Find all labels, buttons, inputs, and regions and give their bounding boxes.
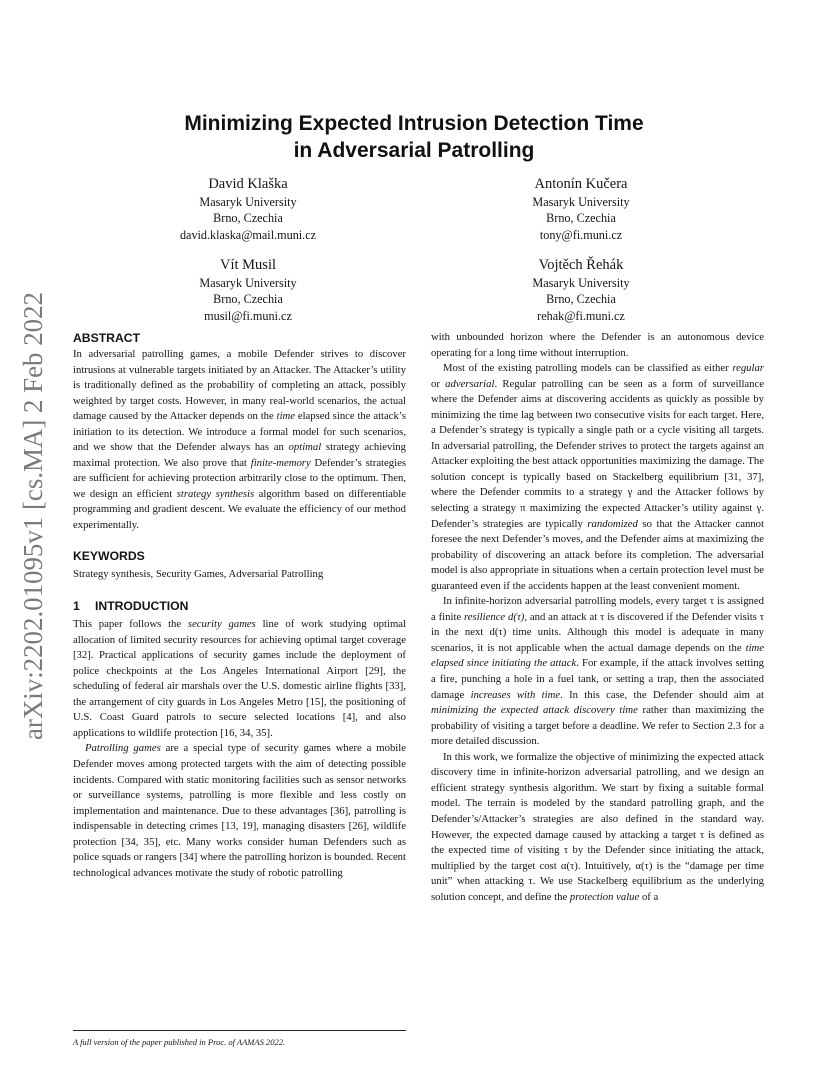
arxiv-stamp: [8, 290, 54, 740]
author-email[interactable]: tony@fi.muni.cz: [539, 227, 623, 242]
author-email[interactable]: musil@fi.muni.cz: [204, 308, 292, 323]
author-location: Brno, Czechia: [213, 211, 283, 226]
author-block: [98, 175, 398, 243]
author-block: [98, 256, 398, 324]
body-paragraph: In this work, we formalize the objective of minimizing the expected attack discovery time in infinite-horizon adversarial patrolling, and we design an efficient strategy synthesis algorithm. We start by fixing a suitable formal model. The terrain is modeled by the standard patrolling graph, and the Defender’s/Attacker’s strategies are also defined in the standard way. However, the expected damage caused by attacking a target τ is defined as the expected time of visiting τ by the Defender since initiating the attack, multiplied by the target cost α(τ). Intuitively, α(τ) is the “damage per time unit” when attacking τ. We use Stackelberg equilibrium as the underlying solution concept, and define the protection value of a: [431, 750, 764, 903]
author-location: Brno, Czechia: [546, 211, 616, 226]
paper-title-line-2: in Adversarial Patrolling: [293, 139, 535, 162]
author-name: Vít Musil: [220, 257, 276, 273]
keywords-text: Strategy synthesis, Security Games, Adversarial Patrolling: [73, 567, 324, 580]
author-name: David Klaška: [208, 176, 288, 192]
footnote-rule: [73, 1030, 406, 1031]
author-name: Antonín Kučera: [534, 176, 628, 192]
body-paragraph: Most of the existing patrolling models can be classified as either regular or adversarial. Regular patrolling can be seen as a form of surveillance where the Defender aims at discovering accidents as quickly as possible by minimizing the time lag between two consecutive visits for each target. Here, a Defender’s strategy is typically a single path or a cycle visiting all targets. In adversarial patrolling, the Defender strives to protect the targets against an Attacker exploiting the best attack opportunities maximizing the damage. The solution concept is typically based on Stackelberg equilibrium [31, 37], where the Defender commits to a strategy γ and the Attacker follows by selecting a strategy π maximizing the expected Attacker’s utility against γ. Defender’s strategies are typically randomized so that the Attacker cannot foresee the next Defender’s moves, and the Defender aims at maximizing the probability of discovering an attack before its completion. The adversarial model is also appropriate in situations when a certain protection level must be guaranteed even if the accidents happen at the least convenient moment.: [431, 362, 765, 592]
keywords-heading: KEYWORDS: [73, 548, 145, 563]
author-location: Brno, Czechia: [546, 292, 616, 307]
abstract-heading: ABSTRACT: [73, 331, 141, 345]
author-name: Vojtěch Řehák: [538, 257, 624, 273]
author-email[interactable]: rehak@fi.muni.cz: [537, 308, 625, 323]
author-affiliation: Masaryk University: [199, 276, 297, 290]
body-paragraph: In infinite-horizon adversarial patrolling models, every target τ is assigned a finite resilience d(τ), and an attack at τ is discovered if the Defender visits τ in the next d(τ) time units. Although this model is adequate in many scenarios, it is not applicable when the actual damage depends on the time elapsed since initiating the attack. For example, if the attack involves setting a fire, punching a hole in a fuel tank, or setting a trap, then the associated damage increases with time. In this case, the Defender should aim at minimizing the expected attack discovery time rather than maximizing the probability of visiting a target before a deadline. We refer to Section 2.3 for a more detailed discussion.: [431, 595, 765, 748]
author-affiliation: Masaryk University: [532, 195, 630, 209]
author-block: [431, 175, 731, 243]
paper-title-line-1: Minimizing Expected Intrusion Detection Time: [184, 112, 644, 135]
author-location: Brno, Czechia: [213, 292, 283, 307]
author-email[interactable]: david.klaska@mail.muni.cz: [179, 227, 317, 242]
footnote: A full version of the paper published in Proc. of AAMAS 2022.: [73, 1037, 286, 1047]
author-block: [431, 256, 731, 324]
abstract-paragraph: In adversarial patrolling games, a mobile Defender strives to discover intrusions at vulnerable targets initiated by an Attacker. The Attacker’s utility is traditionally defined as the probability of completing an attack, possibly weighted by target costs. However, in many real-world scenarios, the actual damage caused by the Attacker depends on the time elapsed since the attack’s initiation to its detection. We introduce a formal model for such scenarios, and we show that the Defender always has an optimal strategy achieving maximal protection. We also prove that finite-memory Defender’s strategies are sufficient for achieving protection arbitrarily close to the optimum. Then, we design an efficient strategy synthesis algorithm based on differentiable programming and gradient descent. We evaluate the efficiency of our method experimentally.: [73, 348, 406, 532]
intro-paragraph: This paper follows the security games line of work studying optimal allocation of limited security resources for achieving optimal target coverage [32]. Practical applications of security games include the deployment of police checkpoints at the Los Angeles International Airport [29], the scheduling of federal air marshals over the U.S. domestic airline flights [33], the arrangement of city guards in Los Angeles Metro [15], the positioning of U.S. Coast Guard patrols to secure selected locations [4], and also applications to wildlife protection [16, 34, 35].: [73, 618, 406, 739]
right-column: [431, 330, 764, 905]
author-affiliation: Masaryk University: [199, 195, 297, 209]
introduction-heading: 1 INTRODUCTION: [73, 599, 189, 614]
left-column: [73, 330, 406, 881]
arxiv-stamp-text: arXiv:2202.01095v1 [cs.MA] 2 Feb 2022: [18, 290, 48, 740]
author-affiliation: Masaryk University: [532, 276, 630, 290]
body-paragraph: with unbounded horizon where the Defender is an autonomous device operating for a long time without interruption.: [431, 331, 764, 359]
intro-paragraph: Patrolling games are a special type of security games where a mobile Defender moves among protected targets with the aim of detecting possible incidents. Compared with static monitoring facilities such as sensor networks or surveillance systems, patrolling is more flexible and less costly on implementation and maintenance. Due to these advantages [36], patrolling is indispensable in detecting crimes [13, 19], managing disasters [26], wildlife protection [34, 35], etc. Many works consider human Defenders such as police squads or rangers [34] where the patrolling horizon is bounded. Recent technological advances motivate the study of robotic patrolling: [73, 742, 406, 879]
